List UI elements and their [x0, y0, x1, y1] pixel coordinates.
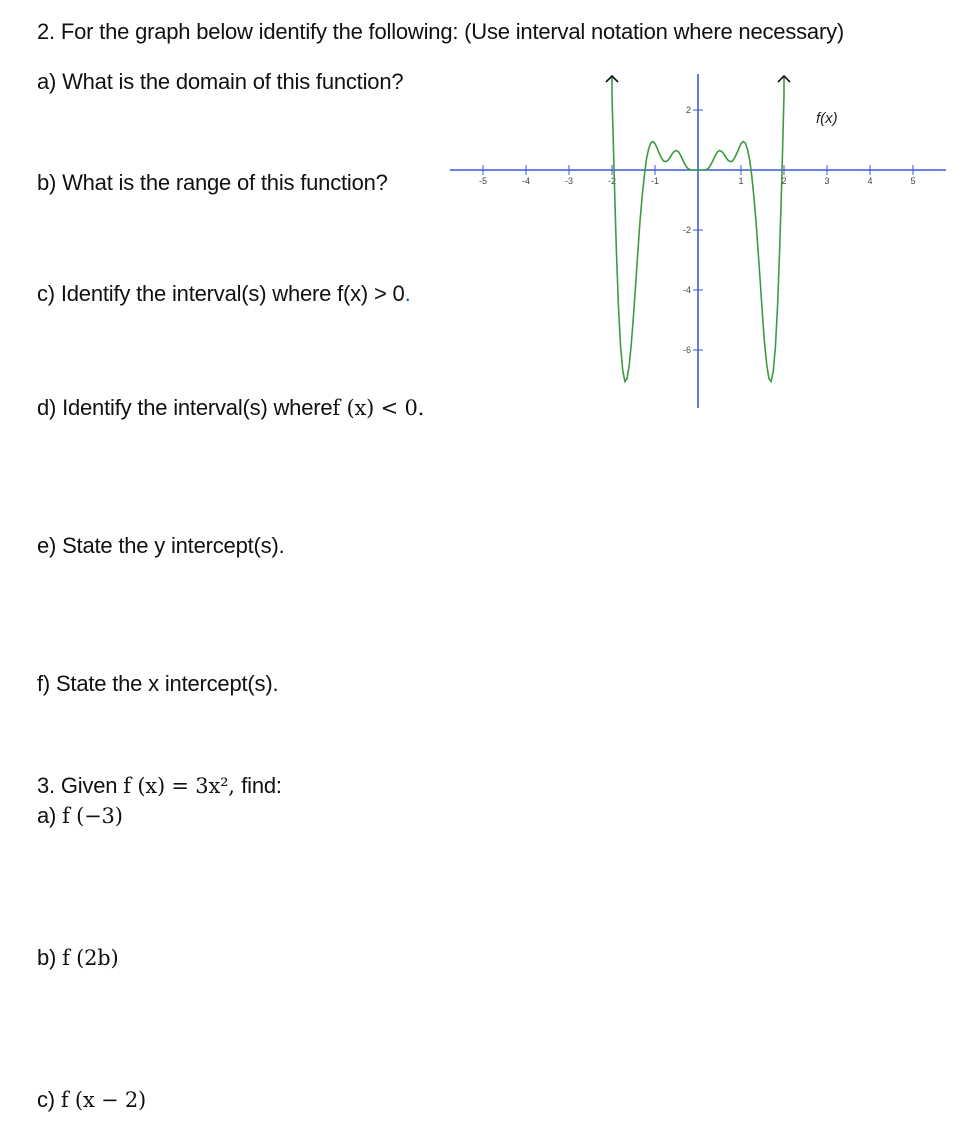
q2c-period: .: [404, 281, 411, 306]
q3b-label: b): [37, 945, 57, 970]
q3b-math: f (2b): [62, 946, 119, 970]
x-tick-label: 1: [738, 176, 744, 186]
q3a-question: [37, 802, 123, 830]
y-tick-label: -6: [682, 345, 691, 355]
function-graph: [440, 60, 950, 415]
q3c-math: f (x − 2): [60, 1088, 147, 1112]
x-tick-label: -4: [521, 176, 531, 186]
x-tick-label: -2: [607, 176, 617, 186]
function-label: f(x): [816, 110, 838, 127]
q2d-text: d) Identify the interval(s) where: [37, 395, 333, 420]
q3b-question: [37, 944, 119, 972]
x-tick-label: 3: [824, 176, 830, 186]
y-tick-label: -2: [682, 225, 691, 235]
y-ticks: [683, 105, 703, 355]
y-tick-label: 2: [685, 105, 691, 115]
x-tick-label: -3: [564, 176, 574, 186]
q3a-label: a): [37, 803, 57, 828]
q3a-math: f (−3): [62, 804, 123, 828]
q3-header-suffix: find:: [241, 773, 282, 798]
x-tick-label: 4: [867, 176, 873, 186]
x-tick-label: -1: [650, 176, 660, 186]
q3-header-prefix: 3. Given: [37, 773, 118, 798]
q2d-math: f (x) < 0.: [332, 396, 425, 420]
q2c-text: c) Identify the interval(s) where f(x) > 0: [37, 281, 405, 306]
q2-header: 2. For the graph below identify the following: (Use interval notation where necessary): [37, 19, 845, 44]
q2e-question: e) State the y intercept(s).: [37, 533, 285, 558]
x-tick-label: 5: [910, 176, 916, 186]
q3c-label: c): [37, 1087, 55, 1112]
q2d-question: [37, 394, 424, 422]
y-tick-label: -4: [682, 285, 691, 295]
q2c-question: [37, 280, 411, 308]
x-tick-label: -5: [478, 176, 488, 186]
q3c-question: [37, 1086, 146, 1114]
q2f-question: f) State the x intercept(s).: [37, 671, 279, 696]
q3-header: [37, 772, 282, 800]
q3-header-math: f (x) = 3x²,: [123, 774, 242, 798]
q2b-question: b) What is the range of this function?: [37, 170, 388, 195]
x-tick-label: 2: [781, 176, 787, 186]
q2a-question: a) What is the domain of this function?: [37, 69, 404, 94]
